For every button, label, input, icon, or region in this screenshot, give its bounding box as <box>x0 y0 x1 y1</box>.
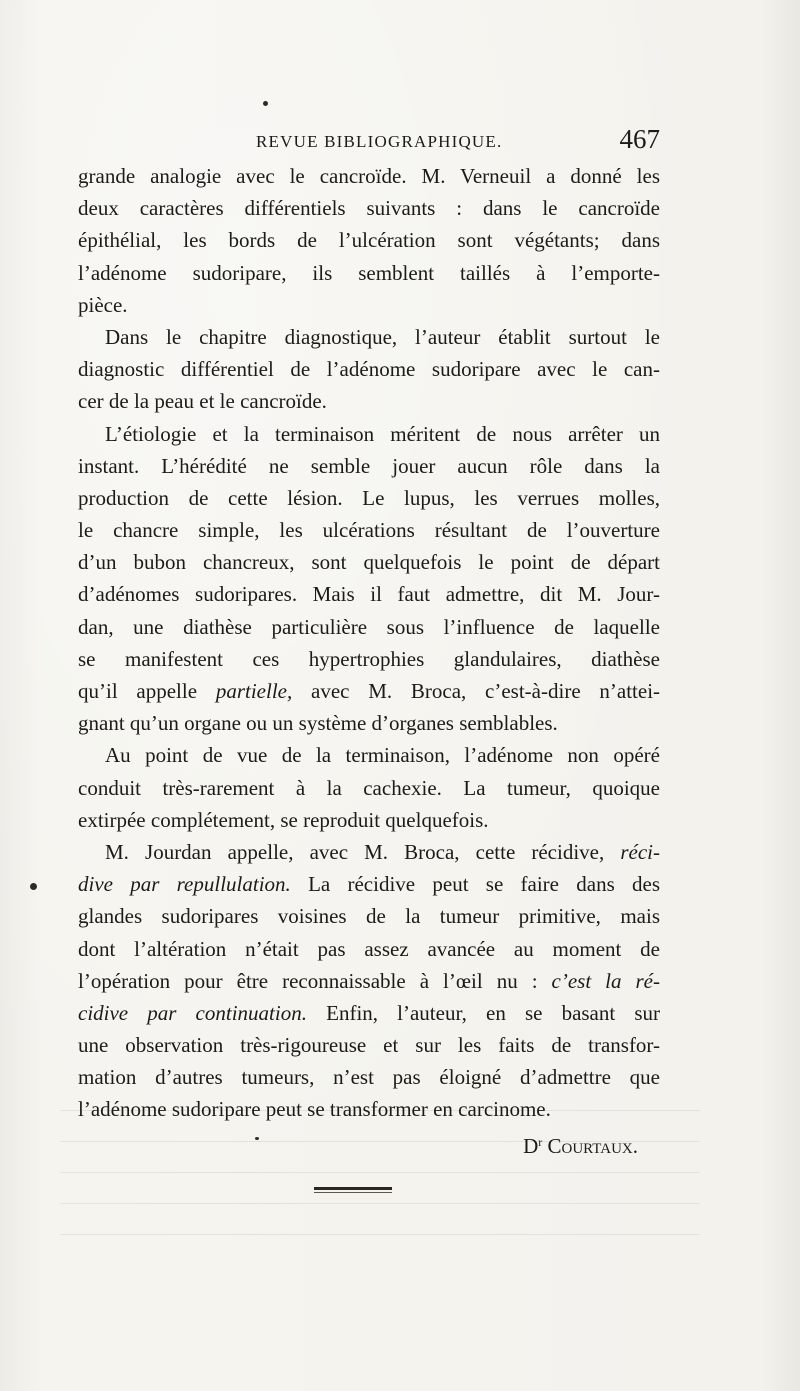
text-line: se manifestent ces hypertrophies glandulaires, diathèse <box>78 646 660 671</box>
text-line <box>78 836 660 868</box>
article-text <box>78 160 660 1158</box>
text-line: glandes sudoripares voisines de la tumeur primitive, mais <box>78 904 660 929</box>
text-line <box>78 997 660 1029</box>
text-run: avec M. Broca, c’est-à-dire n’attei- <box>311 679 660 703</box>
text-line: grande analogie avec le cancroïde. M. Verneuil a donné les <box>78 164 660 188</box>
signature-superscript: r <box>538 1134 543 1149</box>
text-line: dan, une diathèse particulière sous l’influence de laquelle <box>78 614 660 639</box>
italic-term: réci- <box>620 839 660 864</box>
text-line: deux caractères différentiels suivants : dans le cancroïde <box>78 196 660 221</box>
text-line: instant. L’hérédité ne semble jouer aucun rôle dans la <box>78 453 660 478</box>
text-line: le chancre simple, les ulcérations résultant de l’ouverture <box>78 518 660 543</box>
italic-term: cidive par continuation. <box>78 1000 307 1025</box>
show-through-texture <box>60 1095 700 1235</box>
text-line: production de cette lésion. Le lupus, les verrues molles, <box>78 485 660 510</box>
page-number: 467 <box>619 124 660 154</box>
text-line: une observation très-rigoureuse et sur les faits de transfor- <box>78 1033 660 1058</box>
text-line: d’adénomes sudoripares. Mais il faut admettre, dit M. Jour- <box>78 582 660 607</box>
text-line: l’adénome sudoripare peut se transformer en carcinome. <box>78 1097 551 1122</box>
ink-speck <box>30 883 37 890</box>
signature-name: Courtaux. <box>547 1133 638 1158</box>
running-title: REVUE BIBLIOGRAPHIQUE. <box>256 132 503 151</box>
text-line: extirpée complétement, se reproduit quelquefois. <box>78 807 489 832</box>
text-line: pièce. <box>78 292 128 317</box>
text-line: Dans le chapitre diagnostique, l’auteur établit surtout le <box>105 324 660 349</box>
text-line: l’adénome sudoripare, ils semblent taillés à l’emporte- <box>78 260 660 285</box>
text-line: L’étiologie et la terminaison méritent de nous arrêter un <box>105 421 660 446</box>
text-run: qu’il appelle <box>78 679 198 703</box>
text-run: La récidive peut se faire dans des <box>308 872 660 897</box>
italic-term: c’est la ré- <box>551 968 660 993</box>
text-line: diagnostic différentiel de l’adénome sudoripare avec le can- <box>78 357 660 382</box>
text-line: cer de la peau et le cancroïde. <box>78 389 327 414</box>
text-line: dont l’altération n’était pas assez avancée au moment de <box>78 936 660 961</box>
italic-term: dive par repullulation. <box>78 872 291 897</box>
text-line <box>78 965 660 997</box>
text-line: conduit très-rarement à la cachexie. La tumeur, quoique <box>78 775 660 800</box>
text-run: l’opération pour être reconnaissable à l’œil nu : <box>78 968 538 993</box>
signature-prefix: D <box>523 1133 539 1158</box>
text-run: Enfin, l’auteur, en se basant sur <box>326 1000 660 1025</box>
text-line: d’un bubon chancreux, sont quelquefois le point de départ <box>78 550 660 575</box>
text-line: Au point de vue de la terminaison, l’adénome non opéré <box>105 743 660 768</box>
text-line <box>78 868 660 900</box>
text-line <box>78 675 660 707</box>
text-line: mation d’autres tumeurs, n’est pas éloigné d’admettre que <box>78 1065 660 1090</box>
running-head <box>78 124 660 154</box>
ink-speck <box>255 1137 259 1140</box>
ink-speck <box>263 101 268 106</box>
text-line: gnant qu’un organe ou un système d’organes semblables. <box>78 711 558 736</box>
text-run: M. Jourdan appelle, avec M. Broca, cette récidive, <box>105 839 605 864</box>
text-line: épithélial, les bords de l’ulcération sont végétants; dans <box>78 228 660 253</box>
end-rule <box>314 1187 392 1190</box>
italic-term: partielle, <box>215 679 293 703</box>
